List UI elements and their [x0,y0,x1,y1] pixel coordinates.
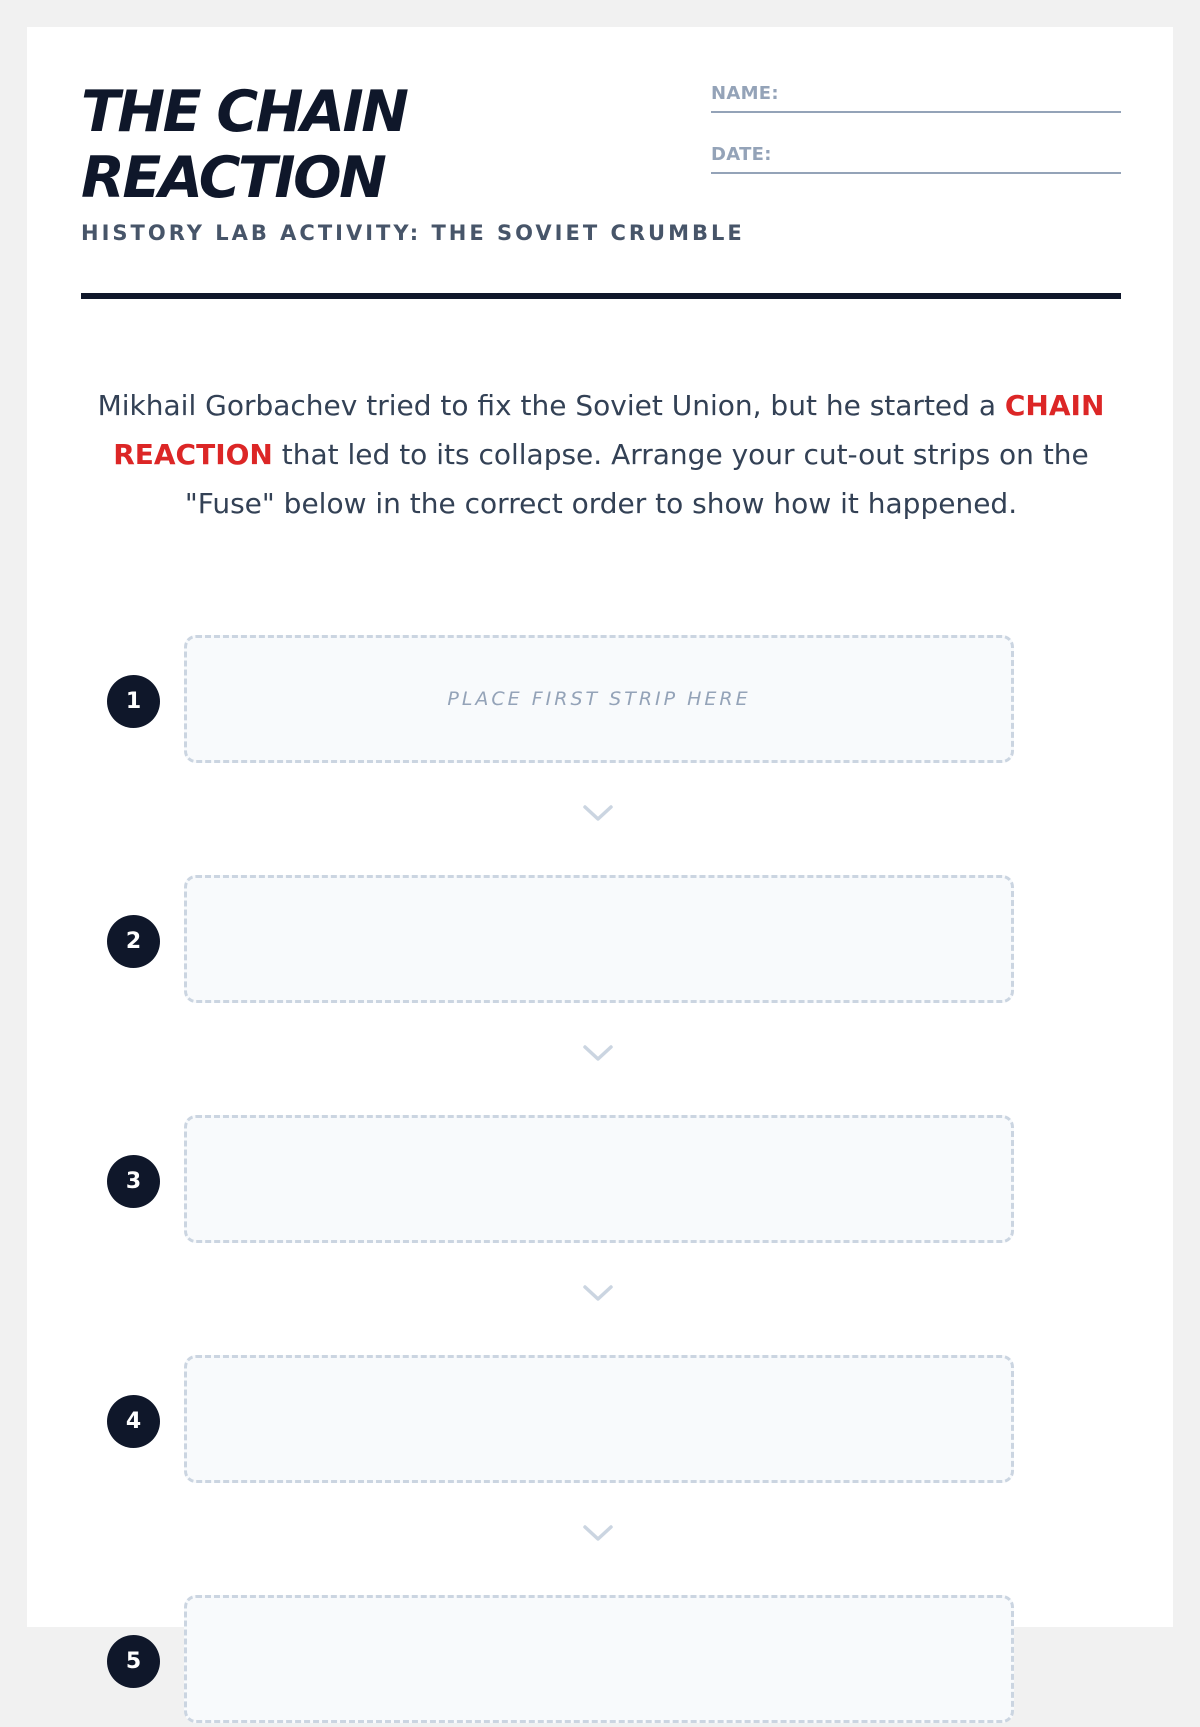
title-line-1: THE CHAIN [81,79,407,145]
header-divider [81,293,1121,299]
chevron-down-icon [582,803,614,823]
page-subtitle: HISTORY LAB ACTIVITY: THE SOVIET CRUMBLE [81,221,745,245]
chevron-down-icon [582,1523,614,1543]
page-title [81,79,641,211]
fuse-step [27,875,1173,1007]
fuse-step [27,635,1173,767]
name-field[interactable] [711,77,1121,113]
strip-drop-zone[interactable] [184,635,1014,763]
instructions-part-2: that led to its collapse. Arrange your cut-out strips on the "Fuse" below in the correct order to show how it happened. [184,438,1089,520]
instructions-part-1: Mikhail Gorbachev tried to fix the Soviet Union, but he started a [97,389,1005,422]
fuse-step [27,1595,1173,1727]
date-field[interactable] [711,138,1121,174]
name-label: NAME: [711,83,779,104]
step-number-badge: 1 [107,675,160,728]
strip-drop-zone[interactable] [184,875,1014,1003]
drop-zone-placeholder: PLACE FIRST STRIP HERE [447,688,751,710]
chevron-down-icon [582,1283,614,1303]
step-number-badge: 5 [107,1635,160,1688]
step-number-badge: 2 [107,915,160,968]
fuse-step [27,1115,1173,1247]
instructions-text [87,381,1115,528]
step-number-badge: 3 [107,1155,160,1208]
instructions-highlight: CHAIN REACTION [113,389,1105,471]
strip-drop-zone[interactable] [184,1115,1014,1243]
date-label: DATE: [711,144,772,165]
strip-drop-zone[interactable] [184,1595,1014,1723]
fuse-step [27,1355,1173,1487]
worksheet [27,27,1173,1674]
chevron-down-icon [582,1043,614,1063]
strip-drop-zone[interactable] [184,1355,1014,1483]
title-line-2: REACTION [81,145,385,211]
step-number-badge: 4 [107,1395,160,1448]
